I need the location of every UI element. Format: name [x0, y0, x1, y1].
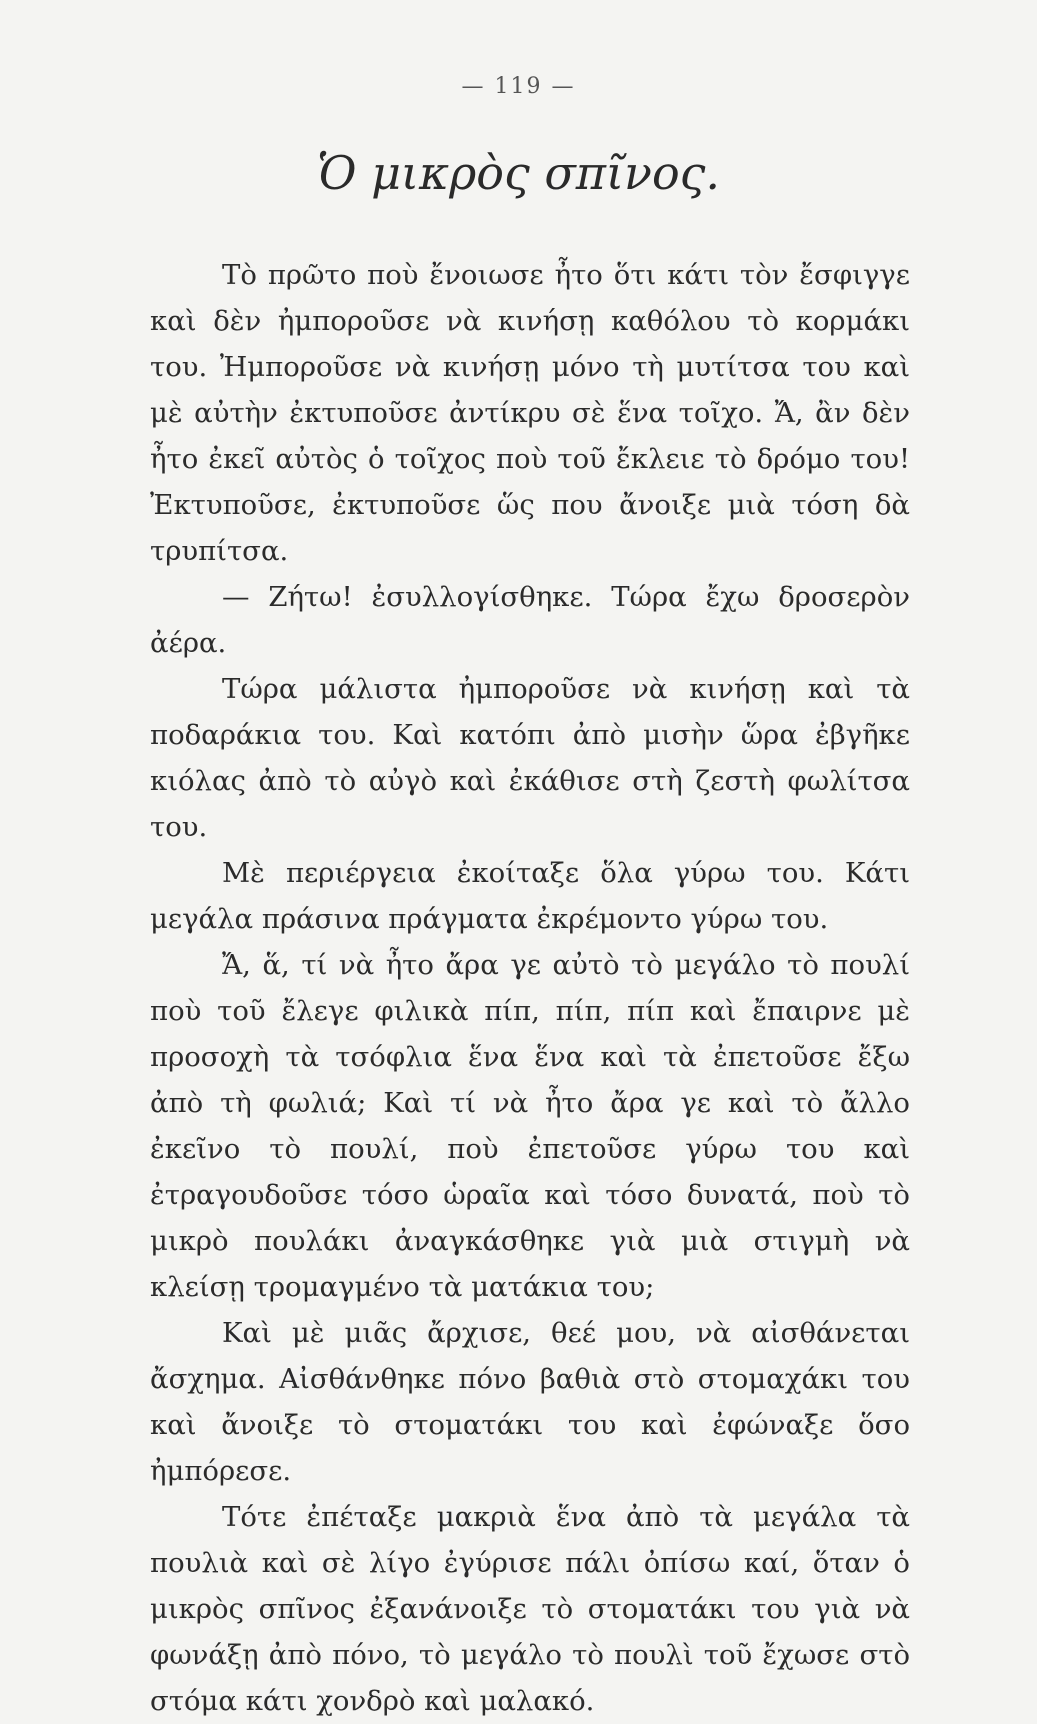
paragraph: Τὸ πρῶτο ποὺ ἔνοιωσε ἦτο ὅτι κάτι τὸν ἔσφιγγε καὶ δὲν ἠμποροῦσε νὰ κινήσῃ καθόλου τὸ κορμάκι του. Ἠμποροῦσε νὰ κινήσῃ μόνο τὴ μυτίτσα του καὶ μὲ αὐτὴν ἐκτυποῦσε ἀντίκρυ σὲ ἕνα τοῖχο. Ἄ, ἂν δὲν ἦτο ἐκεῖ αὐτὸς ὁ τοῖχος ποὺ τοῦ ἔκλειε τὸ δρόμο του! Ἐκτυποῦσε, ἐκτυποῦσε ὥς που ἄνοιξε μιὰ τόση δὰ τρυπίτσα.: [150, 259, 910, 567]
chapter-title: Ὁ μικρὸς σπῖνος.: [316, 146, 721, 200]
paragraph: Καὶ μὲ μιᾶς ἄρχισε, θεέ μου, νὰ αἰσθάνεται ἄσχημα. Αἰσθάνθηκε πόνο βαθιὰ στὸ στομαχάκι του καὶ ἄνοιξε τὸ στοματάκι του καὶ ἐφώναξε ὅσο ἠμπόρεσε.: [150, 1317, 910, 1487]
paragraph: Μὲ περιέργεια ἐκοίταξε ὅλα γύρω του. Κάτι μεγάλα πράσινα πράγματα ἐκρέμοντο γύρω του.: [150, 857, 910, 935]
paragraph: Ἄ, ἅ, τί νὰ ἦτο ἄρα γε αὐτὸ τὸ μεγάλο τὸ πουλί ποὺ τοῦ ἔλεγε φιλικὰ πίπ, πίπ, πίπ καὶ ἔπαιρνε μὲ προσοχὴ τὰ τσόφλια ἕνα ἕνα καὶ τὰ ἐπετοῦσε ἔξω ἀπὸ τὴ φωλιά; Καὶ τί νὰ ἦτο ἄρα γε καὶ τὸ ἄλλο ἐκεῖνο τὸ πουλί, ποὺ ἐπετοῦσε γύρω του καὶ ἐτραγουδοῦσε τόσο ὡραῖα καὶ τόσο δυνατά, ποὺ τὸ μικρὸ πουλάκι ἀναγκάσθηκε γιὰ μιὰ στιγμὴ νὰ κλείσῃ τρομαγμένο τὰ ματάκια του;: [150, 949, 910, 1303]
story-text: [150, 252, 910, 1724]
page-number: — 119 —: [461, 74, 576, 99]
paragraph: Τώρα μάλιστα ἠμποροῦσε νὰ κινήσῃ καὶ τὰ ποδαράκια του. Καὶ κατόπι ἀπὸ μισὴν ὥρα ἐβγῆκε κιόλας ἀπὸ τὸ αὐγὸ καὶ ἐκάθισε στὴ ζεστὴ φωλίτσα του.: [150, 673, 910, 843]
paragraph: Τότε ἐπέταξε μακριὰ ἕνα ἀπὸ τὰ μεγάλα τὰ πουλιὰ καὶ σὲ λίγο ἐγύρισε πάλι ὀπίσω καί, ὅταν ὁ μικρὸς σπῖνος ἐξανάνοιξε τὸ στοματάκι του γιὰ νὰ φωνάξῃ ἀπὸ πόνο, τὸ μεγάλο τὸ πουλὶ τοῦ ἔχωσε στὸ στόμα κάτι χονδρὸ καὶ μαλακό.: [150, 1501, 910, 1717]
paragraph: — Ζήτω! ἐσυλλογίσθηκε. Τώρα ἔχω δροσερὸν ἀέρα.: [150, 581, 910, 659]
